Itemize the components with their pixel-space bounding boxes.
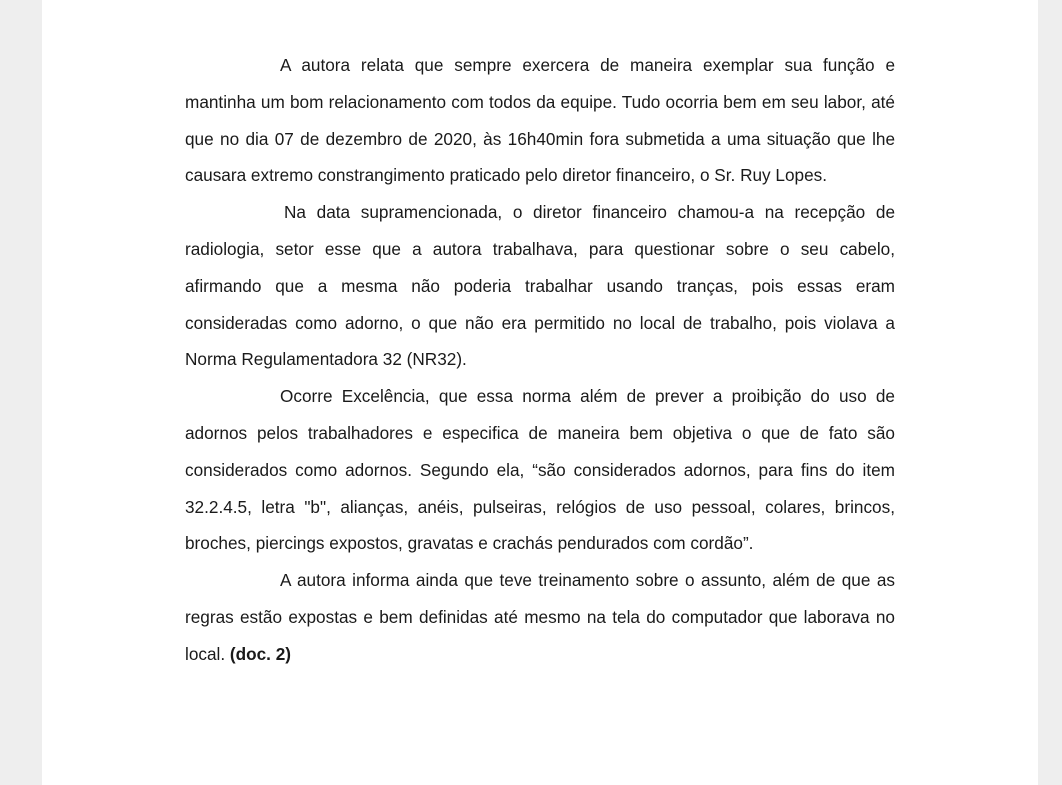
paragraph-2-text: Na data supramencionada, o diretor financeiro chamou-a na recepção de radiologia, setor esse que a autora trabalhava, para questionar sobre o seu cabelo, afirmando que a mesma não poderia trabalhar usando tranças, pois essas eram consideradas como adorno, o que não era permitido no local de trabalho, pois violava a Norma Regulamentadora 32 (NR32). <box>185 202 895 370</box>
document-page <box>42 0 1038 785</box>
paragraph-2 <box>185 194 895 378</box>
paragraph-1-text: A autora relata que sempre exercera de maneira exemplar sua função e mantinha um bom relacionamento com todos da equipe. Tudo ocorria bem em seu labor, até que no dia 07 de dezembro de 2020, às 16h40min fora submetida a uma situação que lhe causara extremo constrangimento praticado pelo diretor financeiro, o Sr. Ruy Lopes. <box>185 55 895 186</box>
document-body <box>185 47 895 673</box>
paragraph-3-text: Ocorre Excelência, que essa norma além de prever a proibição do uso de adornos pelos trabalhadores e especifica de maneira bem objetiva o que de fato são considerados como adornos. Segundo ela, “são considerados adornos, para fins do item 32.2.4.5, letra "b", alianças, anéis, pulseiras, relógios de uso pessoal, colares, brincos, broches, piercings expostos, gravatas e crachás pendurados com cordão”. <box>185 386 895 554</box>
paragraph-4 <box>185 562 895 672</box>
document-reference: (doc. 2) <box>229 643 292 664</box>
paragraph-3 <box>185 378 895 562</box>
paragraph-1 <box>185 47 895 194</box>
paragraph-4-text: A autora informa ainda que teve treinamento sobre o assunto, além de que as regras estão expostas e bem definidas até mesmo na tela do computador que laborava no local. <box>185 570 895 664</box>
